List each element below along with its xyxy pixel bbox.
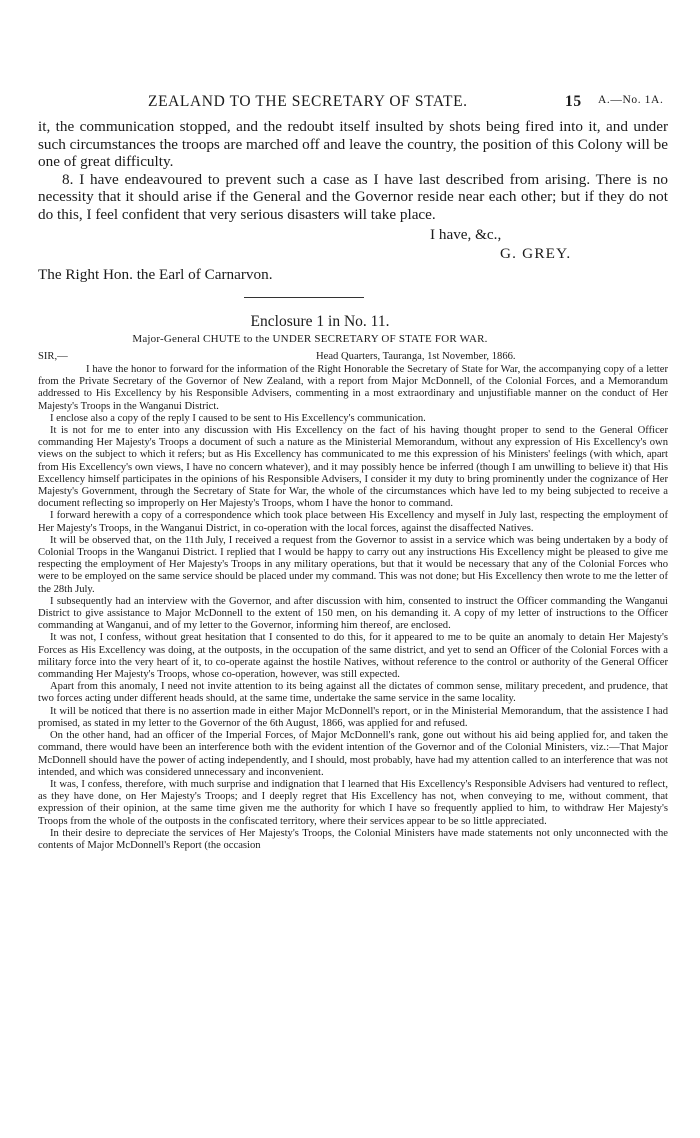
paragraph: It will be observed that, on the 11th July, I received a request from the Governor to assist in a service which was being undertaken by a body of Colonial Troops in the Wanganui District. I replied that I would be happy to carry out any instructions His Excellency might be pleased to give me respecting the employment of Her Majesty's Troops in any military operations, but that it would be necessary that any of the Colonial Forces who were to be employed on the same service should be placed under my command. This was not done; but His Excellency then wrote to me the letter of the 28th July. [38, 534, 668, 595]
paragraph: I forward herewith a copy of a correspondence which took place between His Excellency and myself in July last, respecting the employment of Her Majesty's Troops, in the Wanganui District, in co-operation with the local forces, against the disaffected Natives. [38, 510, 668, 534]
paragraph: It was not, I confess, without great hesitation that I consented to do this, for it appeared to me to be quite an anomaly to detain Her Majesty's Forces as His Excellency was doing, at the outposts, in the occupation of the same district, and yet to send an Officer of the Colonial Forces with a military force into the very heart of it, to co-operate against the hostile Natives, without reference to the control or authority of the General Officer commanding Her Majesty's Troops, whose co-operation, however, was still expected. [38, 632, 668, 681]
paragraph: It is not for me to enter into any discussion with His Excellency on the fact of his having thought proper to send to the General Officer commanding Her Majesty's Troops a document of such a nature as the Ministerial Memorandum, without any expression of His Excellency's own views on the subject to which it refers; but as His Excellency has communicated to me this expression of his Ministers' feelings (with which, apart from His Excellency's own views, I have no concern whatever), and it may possibly hence be inferred (though I am unwilling to believe it) that His Excellency himself participates in the opinions of his Responsible Advisers, I consider it my duty to bring prominently under the cognizance of Her Majesty's Government, through the Secretary of State for War, the whole of the circumstances which have led to my being subjected to receive a document reflecting so improperly on Her Majesty's Troops, whom I have the honor to command. [38, 425, 668, 510]
paragraph: Apart from this anomaly, I need not invite attention to its being against all the dictates of common sense, military precedent, and prudence, that two forces acting under different heads should, at the same time, undertake the same service in the same locality. [38, 681, 668, 705]
enclosure-title: Enclosure 1 in No. 11. [250, 313, 390, 330]
paragraph: I have the honor to forward for the information of the Right Honorable the Secretary of State for War, the accompanying copy of a letter from the Private Secretary of the Governor of New Zealand, with a report from Major McDonnell, of the Colonial Forces, and a Memorandum addressed to His Excellency by his Responsible Advisers, commenting in a most extraordinary and unjustifiable manner on the conduct of Her Majesty's Troops in the Wanganui District. [38, 364, 668, 412]
signature: G. GREY. [500, 245, 572, 262]
running-head [38, 93, 678, 111]
paragraph-8: 8. I have endeavoured to prevent such a case as I have last described from arising. There is no necessity that it should arise if the General and the Governor reside near each other; but if they do not do this, I feel confident that very serious disasters will take place. [38, 170, 668, 223]
enclosure-body [38, 364, 668, 852]
running-head-title: ZEALAND TO THE SECRETARY OF STATE. [148, 93, 468, 110]
paragraph-continuation: it, the communication stopped, and the redoubt itself insulted by shots being fired into it, and under such circumstances the troops are marched off and leave the country, the position of this Colony will be one of great difficulty. [38, 118, 668, 171]
letter-body-end [38, 118, 668, 224]
paragraph: On the other hand, had an officer of the Imperial Forces, of Major McDonnell's rank, gone out without his aid being applied for, and taken the command, there would have been an interference both with the evident intention of the Governor and of the Colonial Ministers, viz.:—That Major McDonnell should have the power of acting independently, and I should, most probably, have had my attention called to an interference that was not intended, and which was considered unnecessary and inconvenient. [38, 730, 668, 778]
salutation-line [38, 351, 668, 364]
paragraph: I subsequently had an interview with the Governor, and after discussion with him, consented to instruct the Officer commanding the Wanganui District to give assistance to Major McDonnell to the extent of 150 men, on his demanding it. A copy of my letter of instructions to the Officer commanding at Wanganui, and of my letter to the Governor, informing him thereof, are enclosed. [38, 595, 668, 632]
addressee: The Right Hon. the Earl of Carnarvon. [38, 266, 273, 283]
section-divider [244, 297, 364, 298]
paragraph: In their desire to depreciate the services of Her Majesty's Troops, the Colonial Ministers have made statements not only unconnected with the contents of Major McDonnell's Report (the occasion [38, 827, 668, 851]
closing-formula: I have, &c., [430, 226, 502, 243]
paragraph: It was, I confess, therefore, with much surprise and indignation that I learned that His Excellency's Responsible Advisers had ventured to reflect, as they have done, on Her Majesty's Troops; and I deeply regret that His Excellency has not, when conveying to me, without comment, that expression of their opinion, at the same time given me the authority for which I have so frequently applied to him, to withdraw Her Majesty's Troops from the whole of the outposts in the confiscated territory, where their services appear to be so little appreciated. [38, 778, 668, 827]
paragraph: It will be noticed that there is no assertion made in either Major McDonnell's report, or in the Ministerial Memorandum, that the assistence I had promised, as stated in my letter to the Governor of the 6th August, 1866, was applied for and refused. [38, 705, 668, 729]
paragraph: I enclose also a copy of the reply I caused to be sent to His Excellency's communication. [50, 412, 426, 424]
enclosure-subtitle: Major-General CHUTE to the UNDER SECRETARY OF STATE FOR WAR. [132, 333, 488, 345]
document-reference: A.—No. 1A. [598, 94, 664, 106]
place-date: Head Quarters, Tauranga, 1st November, 1866. [316, 351, 516, 362]
page-number: 15 [565, 93, 582, 110]
salutation: SIR,— [38, 351, 68, 362]
